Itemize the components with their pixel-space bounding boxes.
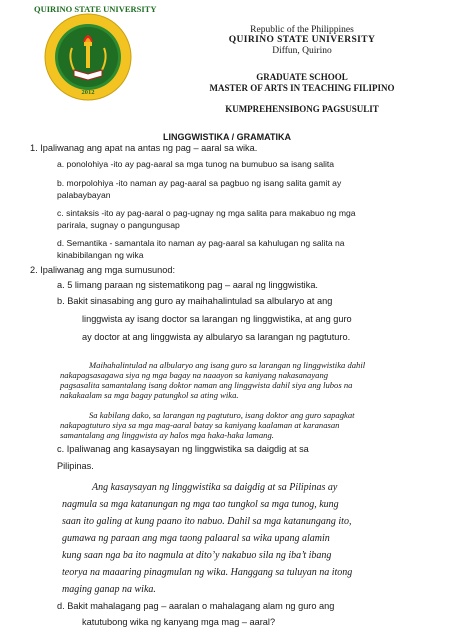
q1-item-c: c. sintaksis -ito ay pag-aaral o pag-ugnay ng mga salita para makabuo ng mga [57, 208, 356, 218]
q2-item-d-cont: katutubong wika ng kanyang mga mag – aaral? [82, 617, 276, 627]
seal-year: 2012 [81, 89, 95, 96]
answer-c-line: gumawa ng paraan ang mga taong palaaral sa wika upang alamin [62, 533, 330, 544]
q2-item-a: a. 5 limang paraan ng sistematikong pag – aaral ng linggwistika. [57, 280, 318, 290]
answer-c-line: nagmula sa mga katanungan ng mga tao tungkol sa mga tunog, kung [62, 499, 339, 510]
answer-c-line: Ang kasaysayan ng linggwistika sa daigdig at sa Pilipinas ay [92, 482, 338, 493]
program-name: MASTER OF ARTS IN TEACHING FILIPINO [209, 83, 395, 93]
question-1: 1. Ipaliwanag ang apat na antas ng pag – aaral sa wika. [30, 143, 258, 153]
university-name: QUIRINO STATE UNIVERSITY [228, 35, 376, 45]
answer-b2-line: nakapagtuturo siya sa mga mag-aaral batay sa kaniyang kaalaman at karanasan [60, 420, 340, 430]
question-2: 2. Ipaliwanag ang mga sumusunod: [30, 265, 176, 275]
q1-item-d-cont: kinabibilangan ng wika [57, 250, 144, 260]
q1-item-a: a. ponolohiya -ito ay pag-aaral sa mga tunog na bumubuo sa isang salita [57, 159, 335, 169]
answer-b-line: nakapagsasagawa siya ng mga bagay na naaayon sa kaniyang nakasanayang [60, 370, 329, 380]
answer-b2-line: Sa kabilang dako, sa larangan ng pagtuturo, isang doktor ang guro sapagkat [89, 410, 355, 420]
answer-b-line: nakakaalam sa mga bagay patungkol sa ating wika. [60, 390, 239, 400]
exam-title: KUMPREHENSIBONG PAGSUSULIT [225, 104, 379, 114]
section-title: LINGGWISTIKA / GRAMATIKA [163, 132, 291, 142]
answer-c-line: teorya na maaaring pinagmulan ng wika. Hanggang sa tuluyan na itong [62, 567, 353, 578]
answer-c-line: maging ganap na wika. [62, 584, 156, 595]
q2-item-c: c. Ipaliwanag ang kasaysayan ng linggwistika sa daigdig at sa [57, 444, 309, 454]
answer-c-line: kung saan nga ba ito nagmula at dito’y nakabuo sila ng iba’t ibang [62, 550, 332, 561]
university-location: Diffun, Quirino [272, 46, 332, 56]
answer-b2-line: samantalang ang linggwista ay halos mga haka-haka lamang. [60, 430, 274, 440]
q2-item-c-cont: Pilipinas. [57, 461, 94, 471]
q2-item-b: b. Bakit sinasabing ang guro ay maihahalintulad sa albularyo at ang [57, 296, 333, 306]
q2-item-b-cont: linggwista ay isang doctor sa larangan ng linggwistika, at ang guro [82, 314, 352, 324]
q2-item-d: d. Bakit mahalagang pag – aaralan o mahalagang alam ng guro ang [57, 601, 335, 611]
answer-b-line: pagsasalita samantalang isang doktor naman ang linggwista dahil siya ang lubos na [60, 380, 353, 390]
q1-item-c-cont: parirala, sugnay o pangungusap [57, 220, 180, 230]
school-name: GRADUATE SCHOOL [256, 72, 348, 82]
q1-item-b-cont: palabaybayan [57, 190, 111, 200]
seal-ring-text: QUIRINO STATE UNIVERSITY [34, 4, 157, 14]
q1-item-d: d. Semantika - samantala ito naman ay pag-aaral sa kahulugan ng salita na [57, 238, 345, 248]
q1-item-b: b. morpolohiya -ito naman ay pag-aaral sa pagbuo ng isang salita gamit ay [57, 178, 342, 188]
answer-b-line: Maihahalintulad na albularyo ang isang guro sa larangan ng linggwistika dahil [89, 360, 366, 370]
republic-line: Republic of the Philippines [250, 25, 354, 35]
q2-item-b-cont: ay doctor at ang linggwista ay albularyo sa larangan ng pagtuturo. [82, 332, 351, 342]
university-seal-logo [34, 4, 157, 102]
answer-c-line: saan ito galing at kung paano ito nabuo. Dahil sa mga katanungang ito, [62, 516, 352, 527]
